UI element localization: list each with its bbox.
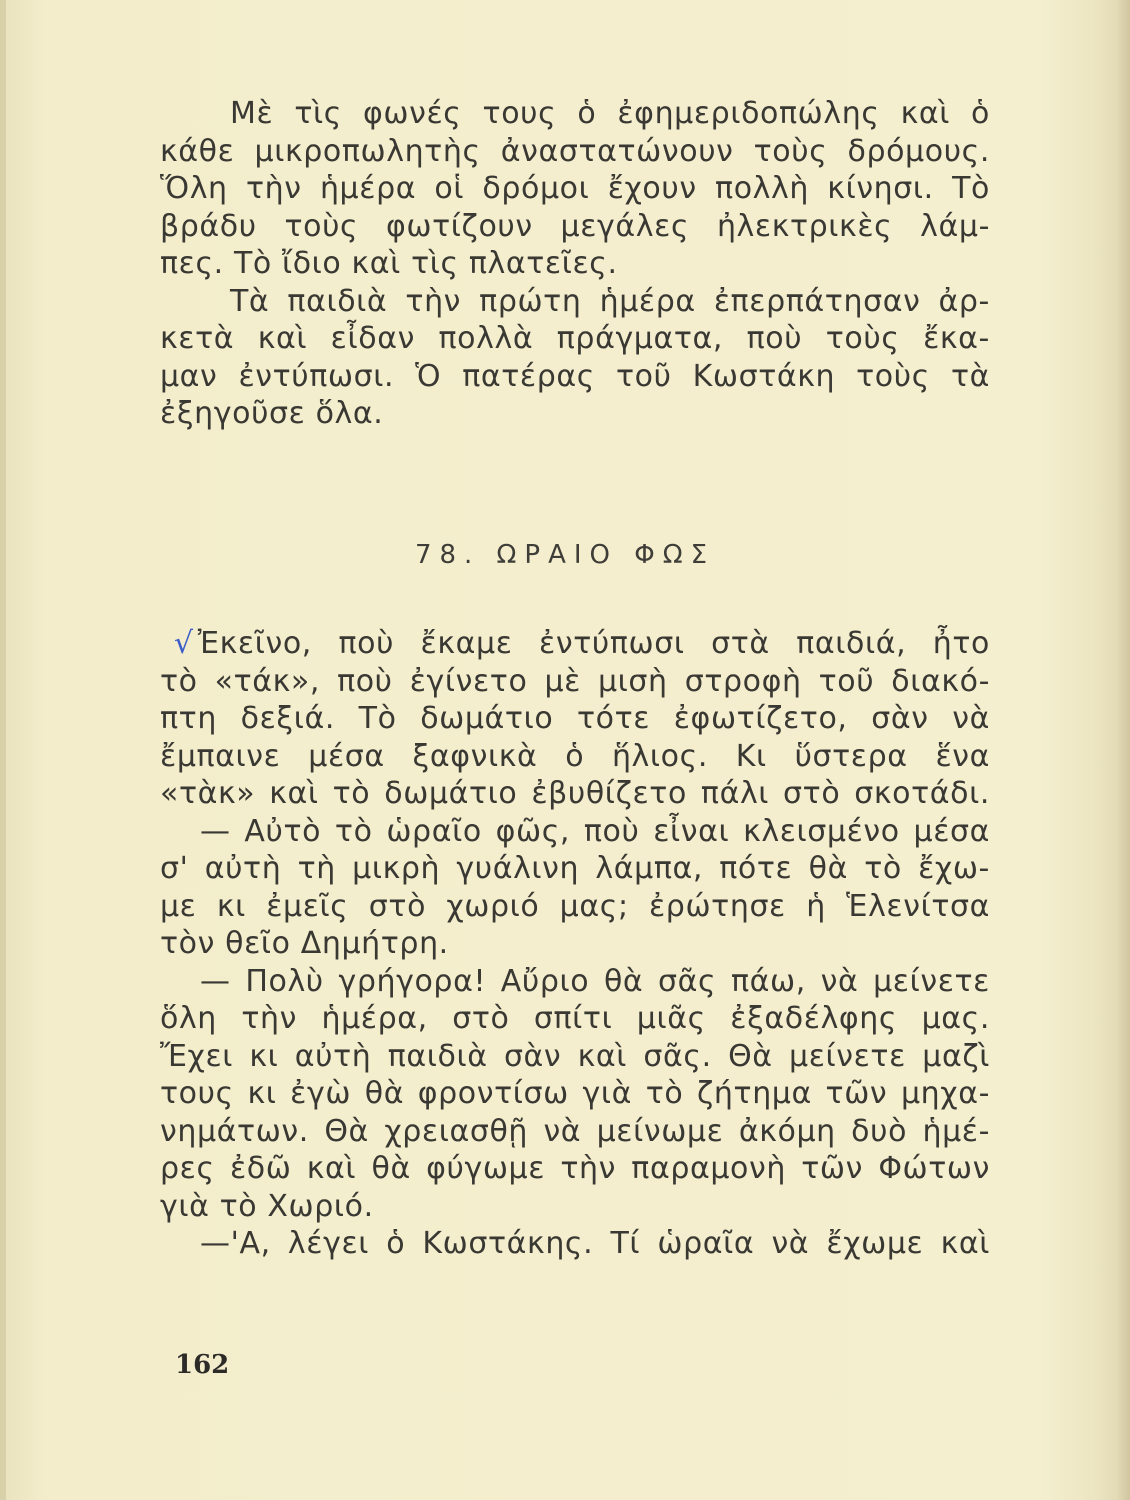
text-line: κετὰ καὶ εἶδαν πολλὰ πράγματα, ποὺ τοὺς ἔκα- bbox=[160, 321, 990, 356]
paragraph bbox=[160, 95, 990, 283]
text-line: —'Α, λέγει ὁ Κωστάκης. Τί ὡραῖα νὰ ἔχωμε καὶ bbox=[200, 1226, 990, 1261]
text-line: Ἔχει κι αὐτὴ παιδιὰ σὰν καὶ σᾶς. Θὰ μείνετε μαζὶ bbox=[160, 1038, 990, 1074]
text-line: ὅλη τὴν ἡμέρα, στὸ σπίτι μιᾶς ἐξαδέλφης μας. bbox=[160, 1001, 990, 1036]
text-line: πτη δεξιά. Τὸ δωμάτιο τότε ἐφωτίζετο, σὰν νὰ bbox=[160, 701, 990, 736]
text-line: Ὅλη τὴν ἡμέρα οἱ δρόμοι ἔχουν πολλὴ κίνησι. Τὸ bbox=[160, 171, 990, 206]
text-line: τους κι ἐγὼ θὰ φροντίσω γιὰ τὸ ζήτημα τῶν μηχα- bbox=[160, 1076, 990, 1111]
text-line: τὸν θεῖο Δημήτρη. bbox=[160, 926, 449, 961]
paragraph bbox=[160, 813, 990, 963]
paragraph bbox=[160, 1225, 990, 1263]
page-number: 162 bbox=[175, 1350, 230, 1380]
text-line: ἐξηγοῦσε ὅλα. bbox=[160, 396, 384, 431]
text-line: — Πολὺ γρήγορα! Αὔριο θὰ σᾶς πάω, νὰ μείνετε bbox=[200, 963, 990, 999]
check-mark-icon: √ bbox=[174, 626, 194, 661]
page-left-edge bbox=[0, 0, 6, 1500]
text-line: κάθε μικροπωλητὴς ἀναστατώνουν τοὺς δρόμους. bbox=[160, 133, 990, 169]
text-line: νημάτων. Θὰ χρειασθῇ νὰ μείνωμε ἀκόμη δυὸ ἡμέ- bbox=[160, 1113, 990, 1149]
paragraph bbox=[160, 963, 990, 1226]
text-line: «τὰκ» καὶ τὸ δωμάτιο ἐβυθίζετο πάλι στὸ σκοτάδι. bbox=[160, 776, 990, 811]
text-line: ἔμπαινε μέσα ξαφνικὰ ὁ ἥλιος. Κι ὕστερα ἕνα bbox=[160, 738, 990, 774]
text-line: ρες ἐδῶ καὶ θὰ φύγωμε τὴν παραμονὴ τῶν Φώτων bbox=[160, 1151, 990, 1186]
paragraph bbox=[160, 283, 990, 433]
main-text-block bbox=[160, 625, 990, 1263]
text-line-content: Ἐκεῖνο, ποὺ ἔκαμε ἐντύπωσι στὰ παιδιά, ἦτο bbox=[197, 626, 990, 661]
text-line: πες. Τὸ ἴδιο καὶ τὶς πλατεῖες. bbox=[160, 246, 618, 281]
text-line: — Αὐτὸ τὸ ὡραῖο φῶς, ποὺ εἶναι κλεισμένο μέσα bbox=[200, 813, 990, 849]
text-line: γιὰ τὸ Χωριό. bbox=[160, 1188, 374, 1224]
section-heading: 78. ΩΡΑΙΟ ΦΩΣ bbox=[414, 540, 716, 570]
page-right-edge bbox=[1116, 0, 1130, 1500]
text-line: βράδυ τοὺς φωτίζουν μεγάλες ἠλεκτρικὲς λάμ- bbox=[160, 208, 990, 244]
text-line bbox=[160, 625, 990, 663]
text-line: τὸ «τάκ», ποὺ ἐγίνετο μὲ μισὴ στροφὴ τοῦ διακό- bbox=[160, 663, 990, 699]
paragraph bbox=[160, 625, 990, 813]
text-line: με κι ἐμεῖς στὸ χωριό μας; ἐρώτησε ἡ Ἑλενίτσα bbox=[160, 888, 990, 924]
text-line: μαν ἐντύπωσι. Ὁ πατέρας τοῦ Κωστάκη τοὺς τὰ bbox=[160, 358, 990, 394]
top-text-block bbox=[160, 95, 990, 433]
text-line: Μὲ τὶς φωνές τους ὁ ἐφημεριδοπώλης καὶ ὁ bbox=[230, 96, 990, 131]
text-line: σ' αὐτὴ τὴ μικρὴ γυάλινη λάμπα, πότε θὰ τὸ ἔχω- bbox=[160, 851, 990, 886]
text-line: Τὰ παιδιὰ τὴν πρώτη ἡμέρα ἐπερπάτησαν ἀρ- bbox=[230, 283, 990, 319]
